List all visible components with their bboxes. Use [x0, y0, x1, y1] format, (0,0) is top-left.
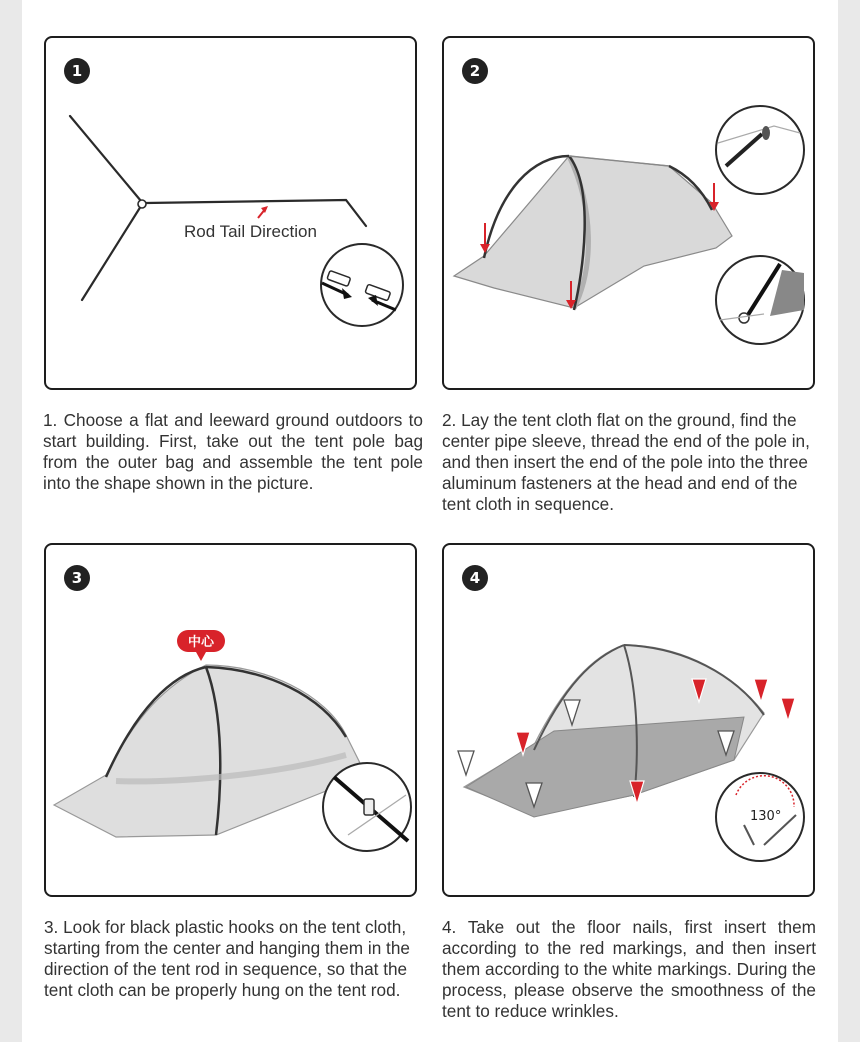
center-tag: [177, 630, 225, 661]
floor-nails-diagram: [444, 545, 815, 897]
rod-tail-label: Rod Tail Direction: [184, 222, 317, 241]
step-2-badge: 2: [462, 58, 488, 84]
step-1-badge: 1: [64, 58, 90, 84]
step-3-panel: [44, 543, 417, 897]
step-4-caption: 4. Take out the floor nails, first insert them according to the red markings, and then insert them according to the white markings. During the process, please observe the smoothness of the tent to reduce wrinkles.: [442, 917, 816, 1021]
step-1-caption: 1. Choose a flat and leeward ground outdoors to start building. First, take out the tent pole bag from the outer bag and assemble the tent pole into the shape shown in the picture.: [43, 410, 423, 493]
center-tag-label: 中心: [187, 635, 215, 650]
step-2-panel: [442, 36, 815, 390]
fastener-zoom-bottom-icon: [716, 256, 804, 344]
step-3-caption: 3. Look for black plastic hooks on the tent cloth, starting from the center and hanging them in the direction of the tent rod in sequence, so that the tent cloth can be properly hung on the tent rod.: [44, 917, 410, 1000]
fastener-zoom-top-icon: [716, 106, 804, 194]
page-sheet-top: [22, 0, 838, 40]
step-3-badge: 3: [64, 565, 90, 591]
hook-zoom-icon: [323, 763, 411, 851]
step-4-panel: [442, 543, 815, 897]
pole-assembly-diagram: [46, 38, 417, 390]
step-1-panel: [44, 36, 417, 390]
tent-cloth-diagram: [444, 38, 815, 390]
step-4-badge: 4: [462, 565, 488, 591]
pole-joint-zoom-icon: [321, 244, 403, 326]
angle-label: 130°: [750, 809, 782, 824]
hook-hanging-diagram: [46, 545, 417, 897]
step-2-caption: 2. Lay the tent cloth flat on the ground, find the center pipe sleeve, thread the end of the pole in, and then insert the end of the pole into the three aluminum fasteners at the head and end of the tent cloth in sequence.: [442, 410, 810, 514]
nail-angle-zoom-icon: [716, 773, 804, 861]
